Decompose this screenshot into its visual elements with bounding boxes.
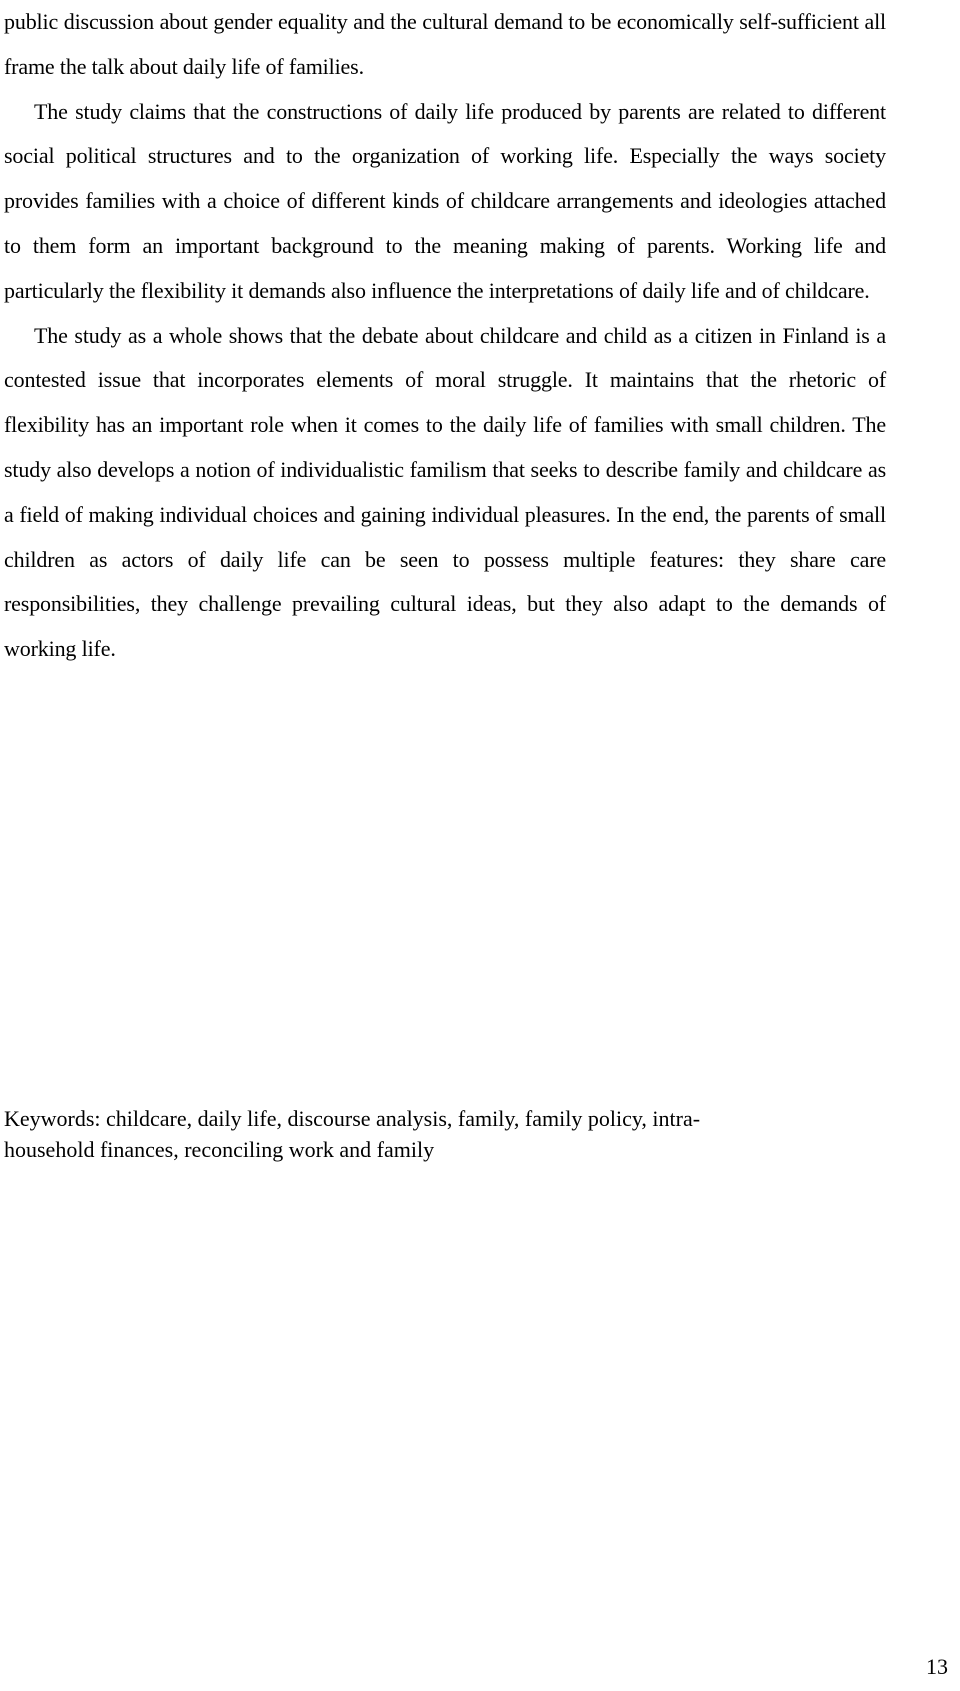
- paragraph-study-whole: The study as a whole shows that the debate about childcare and child as a citizen in Finland is a contested issue that incorporates elements of moral struggle. It maintains that the rhetoric of flexibility has an important role when it comes to the daily life of families with small children. The study also develops a notion of individualistic familism that seeks to describe family and childcare as a field of making individual choices and gaining individual pleasures. In the end, the parents of small children as actors of daily life can be seen to possess multiple features: they share care responsibilities, they challenge prevailing cultural ideas, but they also adapt to the demands of working life.: [4, 322, 886, 662]
- keywords-line-2: household finances, reconciling work and family: [4, 1137, 435, 1162]
- paragraph-continued: public discussion about gender equality and the cultural demand to be economically self-sufficient all frame the talk about daily life of families.: [4, 9, 886, 79]
- keywords-block: [4, 1103, 844, 1165]
- paragraph-study-claims: The study claims that the constructions of daily life produced by parents are related to different social political structures and to the organization of working life. Especially the ways society provides families with a choice of different kinds of childcare arrangements and ideologies attached to them form an important background to the meaning making of parents. Working life and particularly the flexibility it demands also influence the interpretations of daily life and of childcare.: [4, 98, 886, 303]
- keywords-line-1: Keywords: childcare, daily life, discourse analysis, family, family policy, intra-: [4, 1106, 701, 1131]
- body-text: [4, 0, 886, 672]
- page-number: 13: [926, 1654, 948, 1679]
